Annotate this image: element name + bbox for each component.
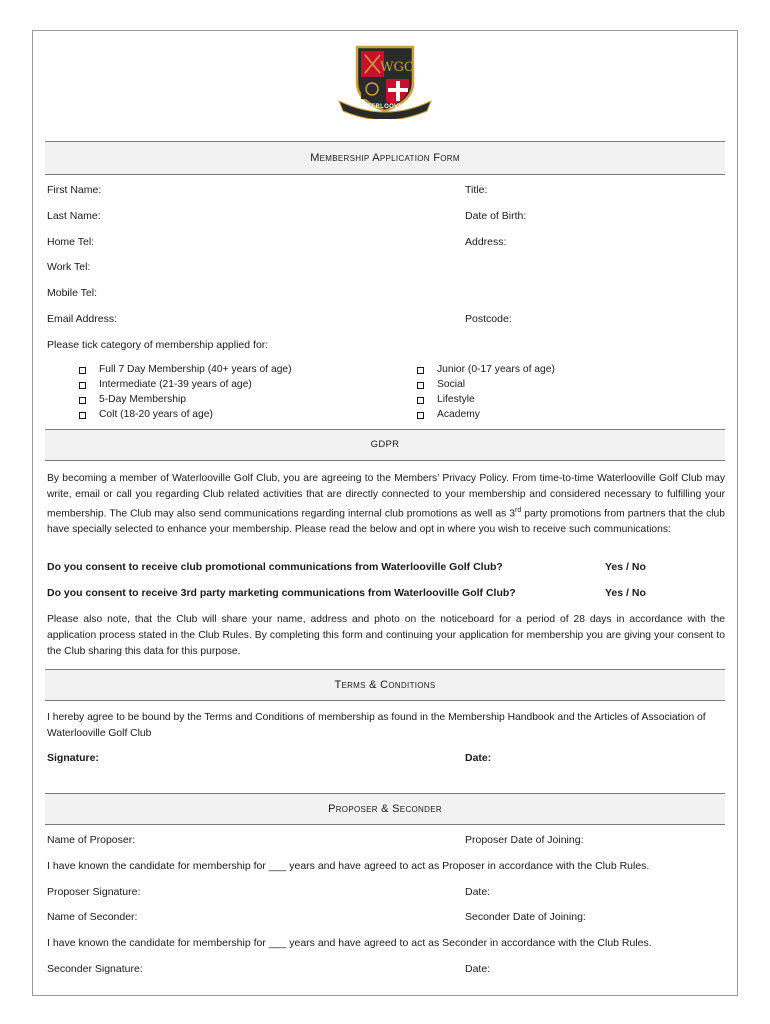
consent-answer-third-party[interactable]: Yes / No bbox=[605, 587, 646, 599]
form-title-band bbox=[45, 141, 725, 175]
work-tel-field[interactable]: Work Tel: bbox=[47, 261, 91, 273]
proposer-statement: I have known the candidate for membership for ___ years and have agreed to act as Proposer in accordance with the Club Rules. bbox=[47, 860, 650, 872]
checkbox-icon[interactable] bbox=[79, 382, 86, 389]
home-tel-field[interactable]: Home Tel: bbox=[47, 236, 95, 248]
proposer-band bbox=[45, 793, 725, 825]
seconder-doj-field[interactable]: Seconder Date of Joining: bbox=[465, 911, 586, 923]
crest-letters: WGC bbox=[380, 60, 414, 75]
category-label: 5-Day Membership bbox=[99, 394, 186, 405]
checkbox-icon[interactable] bbox=[417, 382, 424, 389]
email-field[interactable]: Email Address: bbox=[47, 313, 118, 325]
gdpr-intro-text: By becoming a member of Waterlooville Golf Club, you are agreeing to the Members’ Privacy Policy. From time-to-time Waterlooville Golf Club may write, email or call you regarding Club related activities that are directly connected to your membership and considered necessary to fulfilling your membership. The Club may also send communications regarding internal club promotions as well as 3 bbox=[47, 473, 725, 520]
title-field[interactable]: Title: bbox=[465, 184, 488, 196]
club-crest-logo bbox=[333, 43, 437, 119]
terms-heading: Terms & Conditions bbox=[334, 679, 436, 691]
checkbox-icon[interactable] bbox=[79, 367, 86, 374]
terms-paragraph: I hereby agree to be bound by the Terms and Conditions of membership as found in the Membership Handbook and the Articles of Association of Waterlooville Golf Club bbox=[47, 712, 706, 739]
last-name-field[interactable]: Last Name: bbox=[47, 210, 101, 222]
terms-band bbox=[45, 669, 725, 701]
proposer-signature-field[interactable]: Proposer Signature: bbox=[47, 886, 141, 898]
seconder-date-field[interactable]: Date: bbox=[465, 963, 491, 975]
crest-banner-text: WATERLOOVILLE bbox=[357, 104, 413, 110]
seconder-statement: I have known the candidate for membership for ___ years and have agreed to act as Seconder in accordance with the Club Rules. bbox=[47, 937, 652, 949]
gdpr-band bbox=[45, 429, 725, 461]
gdpr-intro-paragraph bbox=[47, 471, 725, 538]
gdpr-intro-text-cont: party promotions from partners that the club have specially selected to enhance your membership. Please read the below and opt in where you wish to receive such communications: bbox=[47, 508, 725, 536]
superscript-rd: rd bbox=[515, 507, 522, 514]
dob-field[interactable]: Date of Birth: bbox=[465, 210, 527, 222]
form-title: Membership Application Form bbox=[310, 152, 460, 164]
seconder-name-field[interactable]: Name of Seconder: bbox=[47, 911, 138, 923]
checkbox-icon[interactable] bbox=[417, 367, 424, 374]
checkbox-icon[interactable] bbox=[417, 397, 424, 404]
form-page bbox=[32, 30, 738, 996]
category-label: Intermediate (21-39 years of age) bbox=[99, 379, 252, 390]
mobile-tel-field[interactable]: Mobile Tel: bbox=[47, 287, 97, 299]
category-label: Junior (0-17 years of age) bbox=[437, 364, 555, 375]
first-name-field[interactable]: First Name: bbox=[47, 184, 102, 196]
gdpr-heading: GDPR bbox=[370, 439, 400, 450]
checkbox-icon[interactable] bbox=[417, 412, 424, 419]
proposer-heading: Proposer & Seconder bbox=[328, 803, 442, 815]
consent-question-club: Do you consent to receive club promotional communications from Waterlooville Golf Club? bbox=[47, 561, 503, 573]
address-field[interactable]: Address: bbox=[465, 236, 507, 248]
postcode-field[interactable]: Postcode: bbox=[465, 313, 512, 325]
checkbox-icon[interactable] bbox=[79, 412, 86, 419]
proposer-date-field[interactable]: Date: bbox=[465, 886, 491, 898]
category-label: Lifestyle bbox=[437, 394, 475, 405]
signature-field[interactable]: Signature: bbox=[47, 752, 99, 764]
consent-question-third-party: Do you consent to receive 3rd party marketing communications from Waterlooville Golf Club? bbox=[47, 587, 516, 599]
category-label: Colt (18-20 years of age) bbox=[99, 409, 213, 420]
seconder-signature-field[interactable]: Seconder Signature: bbox=[47, 963, 143, 975]
category-label: Academy bbox=[437, 409, 480, 420]
checkbox-icon[interactable] bbox=[79, 397, 86, 404]
category-label: Social bbox=[437, 379, 466, 390]
category-prompt: Please tick category of membership applied for: bbox=[47, 339, 269, 351]
proposer-doj-field[interactable]: Proposer Date of Joining: bbox=[465, 834, 584, 846]
consent-answer-club[interactable]: Yes / No bbox=[605, 561, 646, 573]
noticeboard-paragraph: Please also note, that the Club will share your name, address and photo on the noticeboard for a period of 28 days in accordance with the application process stated in the Club Rules. By completing this form and continuing your application for membership you are giving your consent to the Club sharing this data for this purpose. bbox=[47, 614, 725, 657]
category-label: Full 7 Day Membership (40+ years of age) bbox=[99, 364, 292, 375]
terms-date-field[interactable]: Date: bbox=[465, 752, 492, 764]
proposer-name-field[interactable]: Name of Proposer: bbox=[47, 834, 136, 846]
